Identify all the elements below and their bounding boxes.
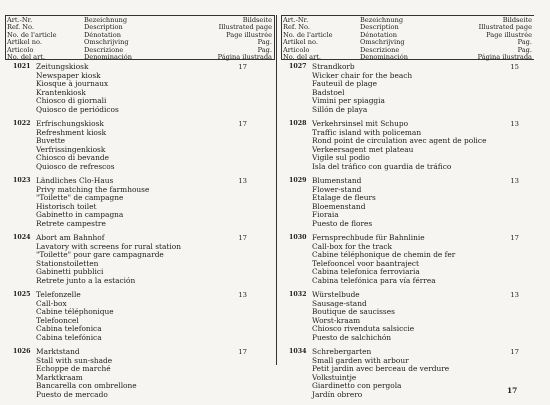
entry-description: Strandkorb Wicker chair for the beach Fauteuil de plage Badstoel Vimini per spiaggia Sillón de playa	[312, 62, 413, 114]
article-number: 1027	[289, 63, 307, 70]
article-number: 1032	[289, 291, 307, 298]
illustrated-page-number: 17	[238, 63, 247, 71]
article-number: 1034	[289, 348, 307, 355]
entry-description: Zeitungskiosk Newspaper kiosk Kiosque à journaux Krantenkiosk Chiosco di giornali Quiosco de periódicos	[36, 62, 119, 114]
catalog-entry	[5, 177, 273, 228]
catalog-entry	[5, 63, 273, 114]
illustrated-page-number: 13	[510, 291, 519, 299]
entries-left	[5, 63, 273, 405]
catalog-entry	[281, 348, 533, 399]
entry-description: Marktstand Stall with sun-shade Echoppe de marché Marktkraam Bancarella con ombrellone Puesto de mercado	[36, 347, 137, 399]
header-col-description: Bezeichnung Description Dénotation Omschrijving Descrizione Denominación	[360, 16, 408, 62]
article-number: 1026	[13, 348, 31, 355]
illustrated-page-number: 17	[510, 348, 519, 356]
article-number: 1030	[289, 234, 307, 241]
header-col-artnr: Art.-Nr. Ref. No. No. de l'article Artikel no. Articolo No. del art.	[7, 16, 57, 62]
article-number: 1028	[289, 120, 307, 127]
catalog-entry	[281, 120, 533, 171]
illustrated-page-number: 13	[238, 177, 247, 185]
entry-description: Würstelbude Sausage-stand Boutique de saucisses Worst-kraam Chiosco rivenduta salsiccie Puesto de salchichón	[312, 290, 415, 342]
article-number: 1025	[13, 291, 31, 298]
illustrated-page-number: 17	[510, 234, 519, 242]
article-number: 1022	[13, 120, 31, 127]
illustrated-page-number: 17	[238, 120, 247, 128]
column-divider	[276, 15, 277, 365]
catalog-entry	[5, 234, 273, 285]
article-number: 1024	[13, 234, 31, 241]
illustrated-page-number: 15	[510, 63, 519, 71]
catalog-entry	[5, 348, 273, 399]
entry-description: Abort am Bahnhof Lavatory with screens for rural station "Toilette" pour gare campagnarde Stationstoiletten Gabinetti pubblici Retrete junto a la estación	[36, 233, 181, 285]
header-col-artnr: Art.-Nr. Ref. No. No. de l'article Artikel no. Articolo No. del art.	[283, 16, 333, 62]
entry-description: Ländliches Clo-Haus Privy matching the farmhouse "Toilette" de campagne Historisch toilet Gabinetto in campagna Retrete campestre	[36, 176, 150, 228]
header-col-page: Bildseite Illustrated page Page illustrée Pag. Pag. Página ilustrada	[477, 16, 532, 62]
catalog-entry	[5, 291, 273, 342]
illustrated-page-number: 13	[510, 177, 519, 185]
illustrated-page-number: 17	[238, 234, 247, 242]
entry-description: Verkehrsinsel mit Schupo Traffic island with policeman Rond point de circulation avec agent de police Verkeersagent met plateau Vigile sul podio Isla del tráfico con guardia de tráfico	[312, 119, 487, 171]
catalog-entry	[281, 234, 533, 285]
catalog-entry	[281, 291, 533, 342]
illustrated-page-number: 17	[238, 348, 247, 356]
header-left	[5, 15, 275, 60]
entries-right	[281, 63, 533, 405]
article-number: 1023	[13, 177, 31, 184]
entry-description: Erfrischungskiosk Refreshment kiosk Buvette Verfrissingenkiosk Chiosco di bevande Quiosco de refrescos	[36, 119, 115, 171]
article-number: 1029	[289, 177, 307, 184]
header-col-page: Bildseite Illustrated page Page illustrée Pag. Pag. Página ilustrada	[217, 16, 272, 62]
article-number: 1021	[13, 63, 31, 70]
entry-description: Fernsprechbude für Bahnlinie Call-box for the track Cabine téléphonique de chemin de fer Telefooncel voor baantraject Cabina telefonica ferroviaria Cabina telefónica para vía férrea	[312, 233, 456, 285]
catalog-entry	[281, 63, 533, 114]
entry-description: Telefonzelle Call-box Cabine téléphonique Telefooncel Cabina telefonica Cabina telefónica	[36, 290, 114, 342]
entry-description: Blumenstand Flower-stand Etalage de fleurs Bloemenstand Fioraia Puesto de flores	[312, 176, 376, 228]
header-col-description: Bezeichnung Description Dénotation Omschrijving Descrizione Denominación	[84, 16, 132, 62]
page-number: 17	[507, 386, 518, 395]
catalog-entry	[281, 177, 533, 228]
catalog-entry	[5, 120, 273, 171]
illustrated-page-number: 13	[510, 120, 519, 128]
illustrated-page-number: 13	[238, 291, 247, 299]
header-right	[281, 15, 534, 60]
entry-description: Schrebergarten Small garden with arbour Petit jardin avec berceau de verdure Volkstuintje Giardinetto con pergola Jardín obrero	[312, 347, 450, 399]
